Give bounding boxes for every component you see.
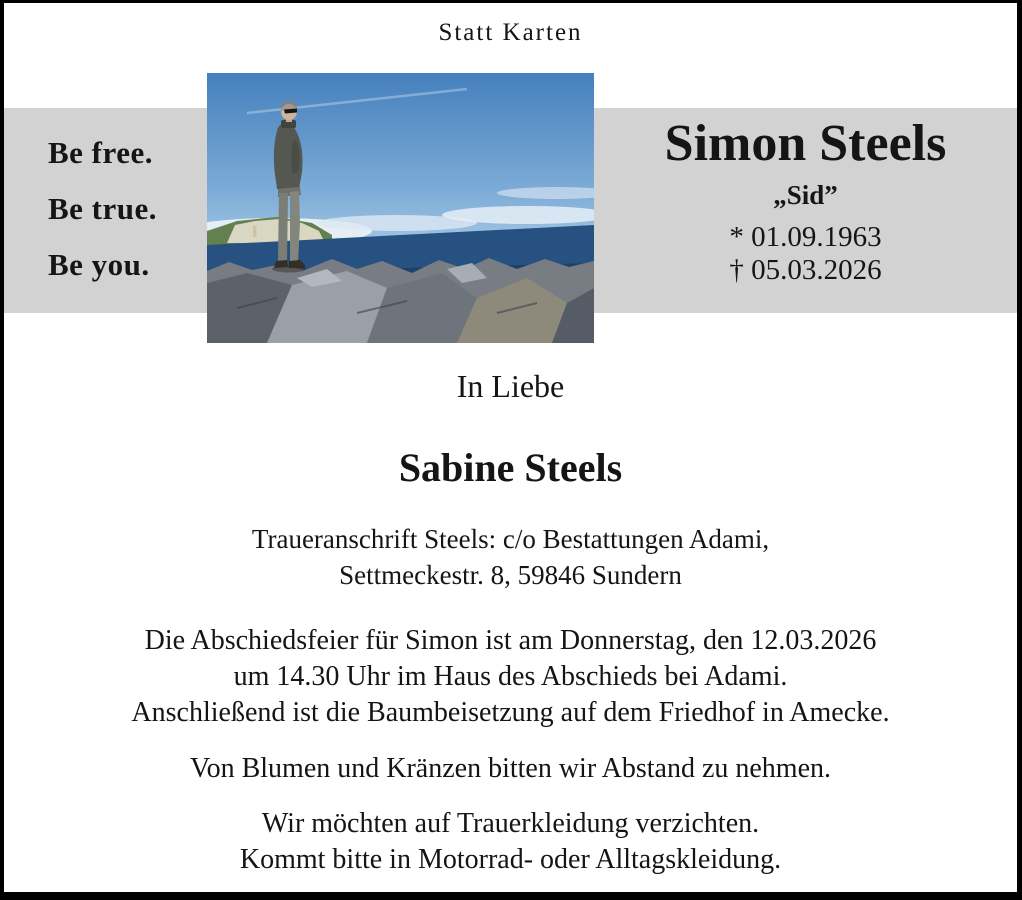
coastal-photo-illustration xyxy=(207,73,594,343)
life-dates xyxy=(729,221,881,287)
motto-block xyxy=(48,125,157,293)
ceremony-line-1: Die Abschiedsfeier für Simon ist am Donnerstag, den 12.03.2026 xyxy=(144,625,877,656)
address-block xyxy=(4,521,1017,593)
address-line-2: Settmeckestr. 8, 59846 Sundern xyxy=(339,560,682,590)
deceased-nickname: „Sid” xyxy=(773,180,838,210)
flowers-request: Von Blumen und Kränzen bitten wir Abstand zu nehmen. xyxy=(189,753,832,784)
mourner-name: Sabine Steels xyxy=(398,445,623,490)
motto-line-2: Be true. xyxy=(48,191,158,226)
deceased-name: Simon Steels xyxy=(664,115,947,172)
dresscode-block xyxy=(4,806,1017,878)
ceremony-line-3: Anschließend ist die Baumbeisetzung auf dem Friedhof in Amecke. xyxy=(131,697,890,728)
deceased-block xyxy=(594,115,1017,287)
farewell-text: In Liebe xyxy=(456,368,565,404)
motto-line-3: Be you. xyxy=(48,247,150,282)
header-statt-karten: Statt Karten xyxy=(438,19,583,46)
address-line-1: Traueranschrift Steels: c/o Bestattungen Adami, xyxy=(251,524,770,554)
ceremony-block xyxy=(4,623,1017,731)
dresscode-line-2: Kommt bitte in Motorrad- oder Alltagskleidung. xyxy=(239,844,782,875)
dresscode-line-1: Wir möchten auf Trauerkleidung verzichten. xyxy=(261,808,760,839)
ceremony-line-2: um 14.30 Uhr im Haus des Abschieds bei Adami. xyxy=(233,661,788,692)
motto-line-1: Be free. xyxy=(48,135,153,170)
memorial-photo xyxy=(207,73,594,343)
death-date: † 05.03.2026 xyxy=(729,254,882,286)
birth-date: * 01.09.1963 xyxy=(729,221,882,253)
